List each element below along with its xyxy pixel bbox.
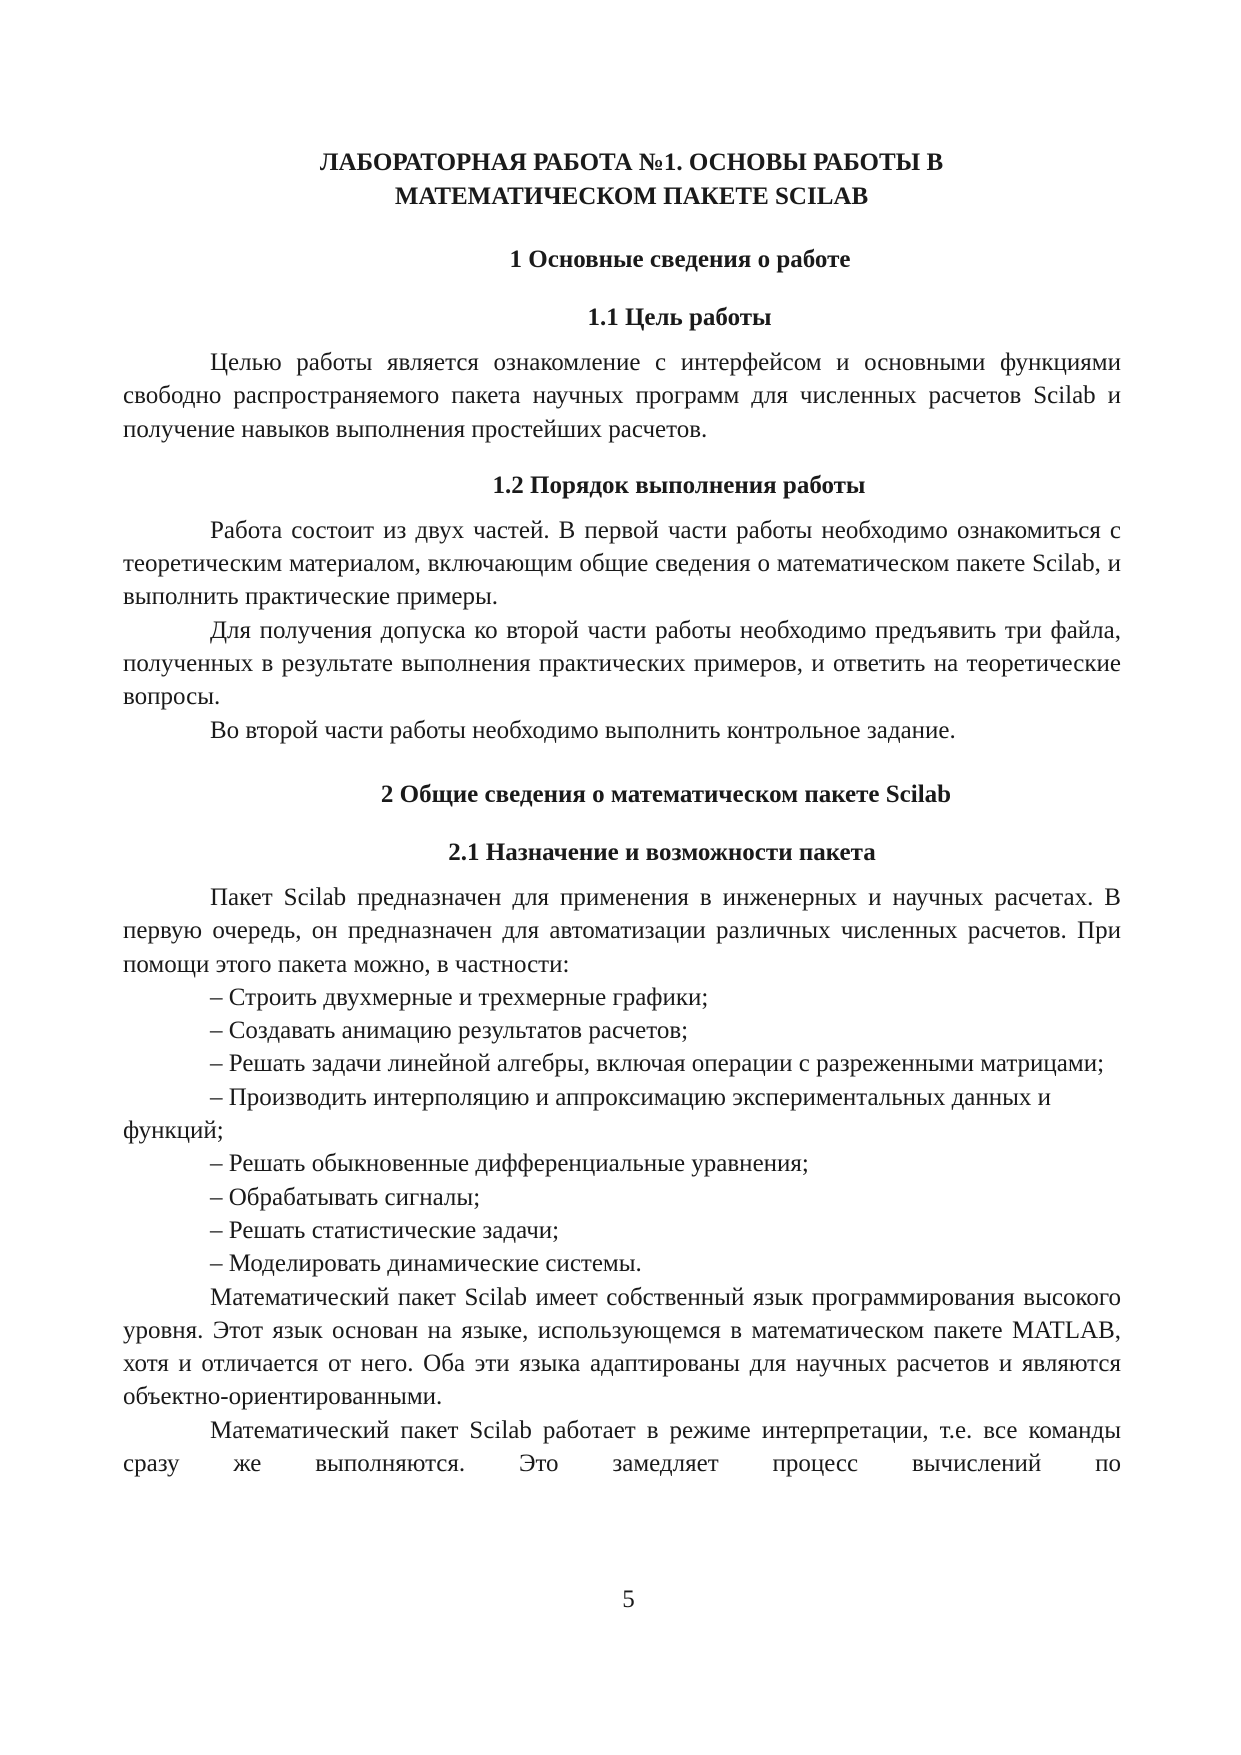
title-line-1: ЛАБОРАТОРНАЯ РАБОТА №1. ОСНОВЫ РАБОТЫ В <box>319 149 944 176</box>
list-item: – Обрабатывать сигналы; <box>210 1183 481 1211</box>
list-item: – Решать статистические задачи; <box>210 1216 560 1244</box>
title-line-2: МАТЕМАТИЧЕСКОМ ПАКЕТЕ SCILAB <box>394 183 869 210</box>
section-2-1-paragraph-2: Математический пакет Scilab имеет собственный язык программирования высокого уровня. Этот язык основан на языке, использующемся в математическом пакете MATLAB, хотя и отличается от него. Оба эти языка адаптированы для научных расчетов и являются объектно-ориентированными. <box>123 1283 1121 1411</box>
section-1-1-heading: 1.1 Цель работы <box>587 304 772 331</box>
list-item: – Моделировать динамические системы. <box>210 1250 642 1278</box>
section-1-2-paragraph-1: Работа состоит из двух частей. В первой части работы необходимо ознакомиться с теоретическим материалом, включающим общие сведения о математическом пакете Scilab, и выполнить практические примеры. <box>123 516 1121 611</box>
section-1-1-paragraph: Целью работы является ознакомление с интерфейсом и основными функциями свободно распространяемого пакета научных программ для численных расчетов Scilab и получение навыков выполнения простейших расчетов. <box>123 349 1121 443</box>
section-2-heading: 2 Общие сведения о математическом пакете Scilab <box>380 780 952 808</box>
list-item: – Решать задачи линейной алгебры, включая операции с разреженными матрицами; <box>210 1050 1105 1078</box>
section-1-heading: 1 Основные сведения о работе <box>509 246 851 273</box>
capabilities-list <box>123 981 1121 1281</box>
list-item: – Решать обыкновенные дифференциальные уравнения; <box>210 1150 809 1178</box>
section-2-1-heading: 2.1 Назначение и возможности пакета <box>448 838 876 866</box>
list-item: – Производить интерполяцию и аппроксимацию экспериментальных данных и функций; <box>123 1083 1052 1145</box>
section-1-2-paragraph-3: Во второй части работы необходимо выполнить контрольное задание. <box>210 716 956 744</box>
section-1-2-paragraph-2: Для получения допуска ко второй части работы необходимо предъявить три файла, полученных в результате выполнения практических примеров, и ответить на теоретические вопросы. <box>123 616 1121 711</box>
section-2-1-intro: Пакет Scilab предназначен для применения в инженерных и научных расчетах. В первую очередь, он предназначен для автоматизации различных численных расчетов. При помощи этого пакета можно, в частности: <box>123 883 1121 978</box>
page-number: 5 <box>622 1586 635 1613</box>
list-item: – Строить двухмерные и трехмерные графики; <box>210 983 709 1011</box>
document-title <box>126 146 1121 214</box>
list-item: – Создавать анимацию результатов расчетов; <box>210 1017 689 1045</box>
section-1-2-heading: 1.2 Порядок выполнения работы <box>492 471 866 499</box>
section-2-1-paragraph-3: Математический пакет Scilab работает в режиме интерпретации, т.е. все команды сразу же выполняются. Это замедляет процесс вычислений по <box>123 1416 1121 1478</box>
